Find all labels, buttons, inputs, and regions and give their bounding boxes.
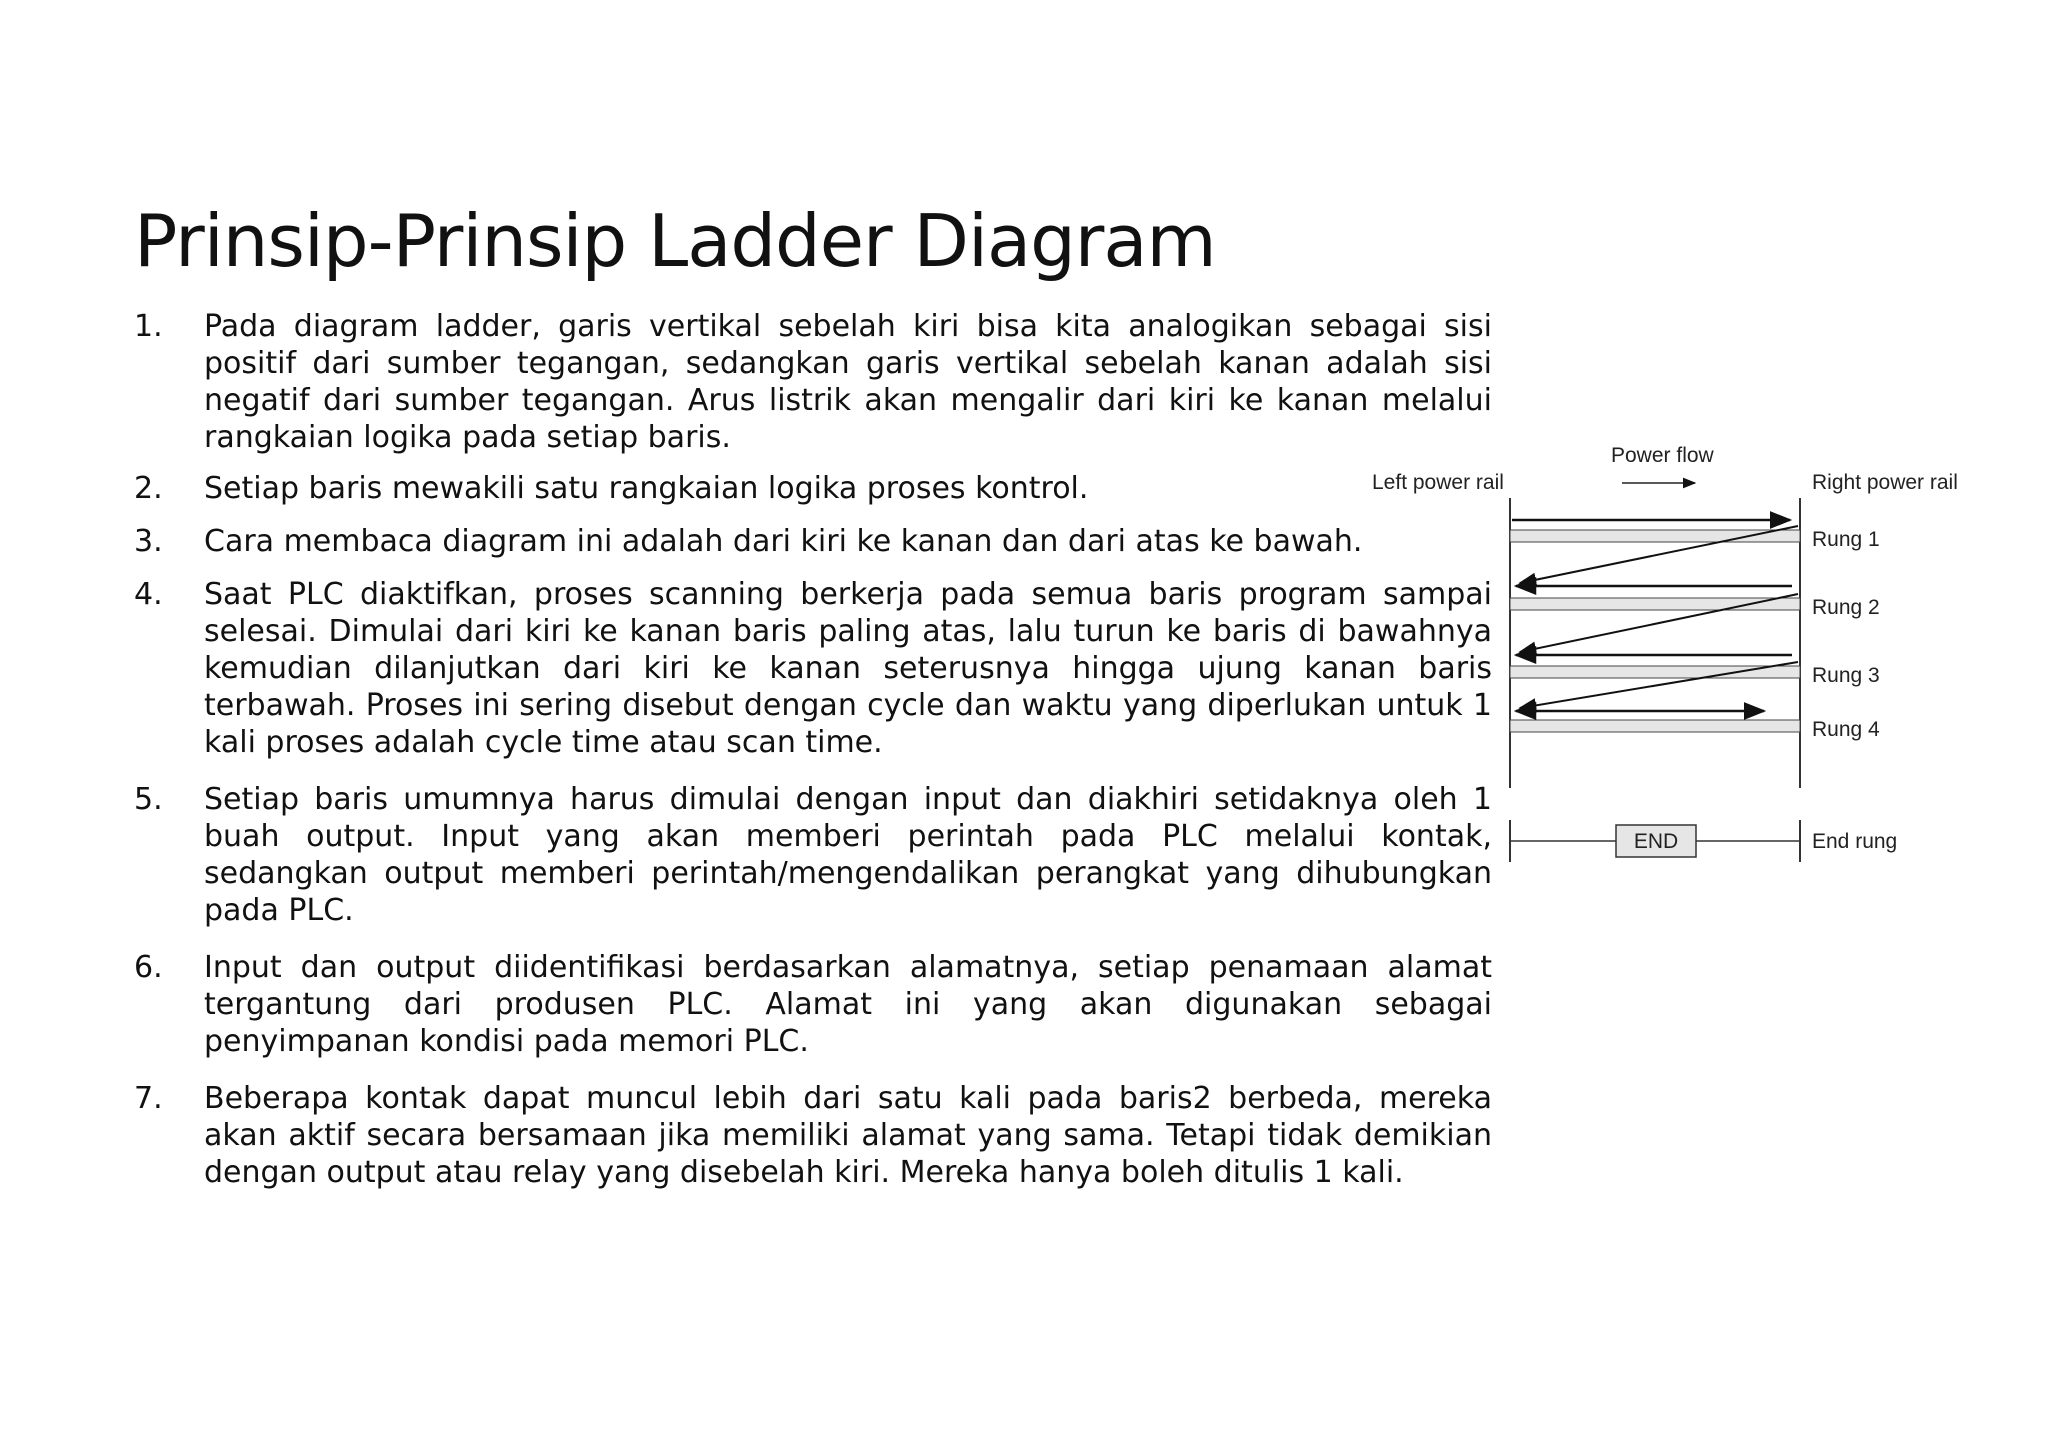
right-rail-label: Right power rail — [1812, 471, 1958, 494]
list-number: 5. — [134, 782, 163, 817]
list-item — [134, 576, 1492, 761]
rung-band — [1510, 530, 1800, 542]
list-number: 3. — [134, 524, 163, 559]
list-item — [134, 1080, 1492, 1191]
rung-label: Rung 1 — [1812, 528, 1880, 551]
list-text: Saat PLC diaktifkan, proses scanning berkerja pada semua baris program sampai selesai. Dimulai dari kiri ke kanan baris paling atas, lalu turun ke baris di bawahnya kemudian dilanjutkan dari kiri ke kanan seterusnya hingga ujung kanan baris terbawah. Proses ini sering disebut dengan cycle dan waktu yang diperlukan untuk 1 kali proses adalah cycle time atau scan time. — [204, 577, 1492, 760]
list-item — [134, 523, 1542, 560]
list-item — [134, 949, 1492, 1060]
list-text: Pada diagram ladder, garis vertikal sebelah kiri bisa kita analogikan sebagai sisi positif dari sumber tegangan, sedangkan garis vertikal sebelah kanan adalah sisi negatif dari sumber tegangan. Arus listrik akan mengalir dari kiri ke kanan melalui rangkaian logika pada setiap baris. — [204, 309, 1492, 455]
rung-label: Rung 2 — [1812, 596, 1880, 619]
rung-label: Rung 4 — [1812, 718, 1880, 741]
end-box-label: END — [1633, 830, 1679, 853]
page-title: Prinsip-Prinsip Ladder Diagram — [134, 199, 1216, 283]
list-number: 4. — [134, 577, 163, 612]
list-item — [134, 470, 1242, 507]
ladder-scan-diagram — [1360, 430, 1980, 880]
list-text: Setiap baris mewakili satu rangkaian logika proses kontrol. — [204, 471, 1089, 506]
power-flow-label: Power flow — [1611, 444, 1714, 467]
end-rung-label: End rung — [1812, 830, 1898, 853]
list-number: 2. — [134, 471, 163, 506]
list-item — [134, 781, 1492, 929]
list-text: Cara membaca diagram ini adalah dari kiri ke kanan dan dari atas ke bawah. — [204, 524, 1363, 559]
left-rail-label: Left power rail — [1372, 471, 1504, 494]
list-number: 6. — [134, 950, 163, 985]
rung-band — [1510, 666, 1800, 678]
list-text: Setiap baris umumnya harus dimulai dengan input dan diakhiri setidaknya oleh 1 buah output. Input yang akan memberi perintah pada PLC melalui kontak, sedangkan output memberi perintah/mengendalikan perangkat yang dihubungkan pada PLC. — [204, 782, 1492, 928]
principles-list — [134, 308, 1492, 1191]
list-number: 7. — [134, 1081, 163, 1116]
list-number: 1. — [134, 309, 163, 344]
rung-label: Rung 3 — [1812, 664, 1880, 687]
rung-band — [1510, 598, 1800, 610]
list-text: Input dan output diidentifikasi berdasarkan alamatnya, setiap penamaan alamat tergantung dari produsen PLC. Alamat ini yang akan digunakan sebagai penyimpanan kondisi pada memori PLC. — [204, 950, 1492, 1059]
list-item — [134, 308, 1492, 456]
list-text: Beberapa kontak dapat muncul lebih dari satu kali pada baris2 berbeda, mereka akan aktif secara bersamaan jika memiliki alamat yang sama. Tetapi tidak demikian dengan output atau relay yang disebelah kiri. Mereka hanya boleh ditulis 1 kali. — [204, 1081, 1492, 1190]
rung-band — [1510, 720, 1800, 732]
